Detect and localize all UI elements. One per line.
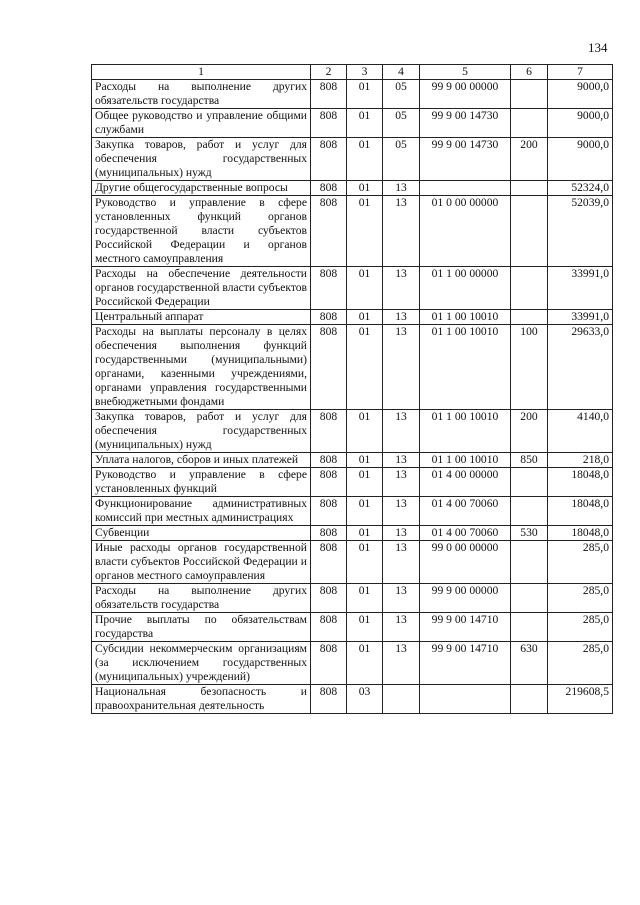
expense-type-cell — [511, 584, 548, 613]
subsection-cell: 13 — [383, 325, 420, 410]
table-row — [92, 526, 613, 541]
row-name-cell: Общее руководство и управление общими службами — [92, 109, 311, 138]
subsection-cell: 05 — [383, 138, 420, 181]
admin-code-cell: 808 — [311, 541, 347, 584]
section-cell: 01 — [347, 642, 383, 685]
table-row — [92, 541, 613, 584]
expense-type-cell: 100 — [511, 325, 548, 410]
subsection-cell: 13 — [383, 642, 420, 685]
section-cell: 01 — [347, 310, 383, 325]
column-header: 7 — [548, 65, 613, 80]
amount-cell: 219608,5 — [548, 685, 613, 714]
subsection-cell: 13 — [383, 584, 420, 613]
target-article-cell: 01 1 00 10010 — [420, 310, 511, 325]
section-cell: 01 — [347, 267, 383, 310]
subsection-cell: 13 — [383, 267, 420, 310]
page-number: 134 — [588, 40, 608, 55]
amount-cell: 9000,0 — [548, 109, 613, 138]
target-article-cell — [420, 181, 511, 196]
table-row — [92, 109, 613, 138]
admin-code-cell: 808 — [311, 109, 347, 138]
expense-type-cell: 630 — [511, 642, 548, 685]
amount-cell: 18048,0 — [548, 497, 613, 526]
expense-type-cell — [511, 613, 548, 642]
table-row — [92, 453, 613, 468]
target-article-cell: 01 1 00 10010 — [420, 410, 511, 453]
section-cell: 01 — [347, 196, 383, 267]
amount-cell: 9000,0 — [548, 80, 613, 109]
target-article-cell: 01 0 00 00000 — [420, 196, 511, 267]
target-article-cell: 99 0 00 00000 — [420, 541, 511, 584]
section-cell: 01 — [347, 584, 383, 613]
subsection-cell: 05 — [383, 109, 420, 138]
budget-table — [91, 64, 613, 714]
subsection-cell: 13 — [383, 453, 420, 468]
amount-cell: 29633,0 — [548, 325, 613, 410]
table-row — [92, 642, 613, 685]
subsection-cell: 13 — [383, 310, 420, 325]
target-article-cell: 99 9 00 14710 — [420, 613, 511, 642]
amount-cell: 52324,0 — [548, 181, 613, 196]
target-article-cell: 01 1 00 00000 — [420, 267, 511, 310]
row-name-cell: Субвенции — [92, 526, 311, 541]
subsection-cell: 13 — [383, 181, 420, 196]
section-cell: 01 — [347, 109, 383, 138]
table-row — [92, 196, 613, 267]
amount-cell: 285,0 — [548, 613, 613, 642]
amount-cell: 9000,0 — [548, 138, 613, 181]
table-row — [92, 685, 613, 714]
target-article-cell: 01 1 00 10010 — [420, 325, 511, 410]
subsection-cell: 13 — [383, 196, 420, 267]
row-name-cell: Центральный аппарат — [92, 310, 311, 325]
expense-type-cell: 530 — [511, 526, 548, 541]
table-row — [92, 497, 613, 526]
column-header: 1 — [92, 65, 311, 80]
section-cell: 01 — [347, 80, 383, 109]
target-article-cell — [420, 685, 511, 714]
section-cell: 01 — [347, 613, 383, 642]
admin-code-cell: 808 — [311, 267, 347, 310]
amount-cell: 33991,0 — [548, 310, 613, 325]
target-article-cell: 99 9 00 14730 — [420, 138, 511, 181]
table-body — [92, 80, 613, 714]
section-cell: 01 — [347, 468, 383, 497]
expense-type-cell — [511, 310, 548, 325]
section-cell: 01 — [347, 138, 383, 181]
section-cell: 01 — [347, 410, 383, 453]
admin-code-cell: 808 — [311, 453, 347, 468]
table-row — [92, 325, 613, 410]
section-cell: 01 — [347, 325, 383, 410]
row-name-cell: Национальная безопасность и правоохранительная деятельность — [92, 685, 311, 714]
subsection-cell: 13 — [383, 613, 420, 642]
section-cell: 01 — [347, 181, 383, 196]
section-cell: 01 — [347, 541, 383, 584]
row-name-cell: Руководство и управление в сфере установленных функций — [92, 468, 311, 497]
expense-type-cell — [511, 196, 548, 267]
target-article-cell: 01 4 00 00000 — [420, 468, 511, 497]
admin-code-cell: 808 — [311, 310, 347, 325]
admin-code-cell: 808 — [311, 497, 347, 526]
target-article-cell: 99 9 00 14710 — [420, 642, 511, 685]
expense-type-cell — [511, 541, 548, 584]
table-row — [92, 267, 613, 310]
row-name-cell: Расходы на выполнение других обязательств государства — [92, 80, 311, 109]
admin-code-cell: 808 — [311, 584, 347, 613]
subsection-cell: 13 — [383, 410, 420, 453]
table-row — [92, 138, 613, 181]
admin-code-cell: 808 — [311, 196, 347, 267]
admin-code-cell: 808 — [311, 138, 347, 181]
row-name-cell: Уплата налогов, сборов и иных платежей — [92, 453, 311, 468]
admin-code-cell: 808 — [311, 526, 347, 541]
target-article-cell: 99 9 00 00000 — [420, 584, 511, 613]
row-name-cell: Субсидии некоммерческим организациям (за исключением государственных (муниципальных) учреждений) — [92, 642, 311, 685]
row-name-cell: Другие общегосударственные вопросы — [92, 181, 311, 196]
amount-cell: 285,0 — [548, 541, 613, 584]
row-name-cell: Прочие выплаты по обязательствам государства — [92, 613, 311, 642]
target-article-cell: 99 9 00 14730 — [420, 109, 511, 138]
expense-type-cell: 200 — [511, 138, 548, 181]
admin-code-cell: 808 — [311, 80, 347, 109]
column-header: 6 — [511, 65, 548, 80]
row-name-cell: Иные расходы органов государственной власти субъектов Российской Федерации и органов местного самоуправления — [92, 541, 311, 584]
subsection-cell: 13 — [383, 526, 420, 541]
row-name-cell: Закупка товаров, работ и услуг для обеспечения государственных (муниципальных) нужд — [92, 410, 311, 453]
section-cell: 03 — [347, 685, 383, 714]
expense-type-cell — [511, 80, 548, 109]
section-cell: 01 — [347, 526, 383, 541]
amount-cell: 285,0 — [548, 584, 613, 613]
expense-type-cell: 200 — [511, 410, 548, 453]
header-row — [92, 65, 613, 80]
admin-code-cell: 808 — [311, 181, 347, 196]
admin-code-cell: 808 — [311, 685, 347, 714]
subsection-cell: 13 — [383, 468, 420, 497]
expense-type-cell — [511, 685, 548, 714]
subsection-cell — [383, 685, 420, 714]
section-cell: 01 — [347, 497, 383, 526]
row-name-cell: Закупка товаров, работ и услуг для обеспечения государственных (муниципальных) нужд — [92, 138, 311, 181]
expense-type-cell — [511, 267, 548, 310]
admin-code-cell: 808 — [311, 613, 347, 642]
expense-type-cell — [511, 497, 548, 526]
row-name-cell: Расходы на обеспечение деятельности органов государственной власти субъектов Российской Федерации — [92, 267, 311, 310]
subsection-cell: 13 — [383, 497, 420, 526]
amount-cell: 33991,0 — [548, 267, 613, 310]
table-row — [92, 80, 613, 109]
section-cell: 01 — [347, 453, 383, 468]
target-article-cell: 01 4 00 70060 — [420, 526, 511, 541]
admin-code-cell: 808 — [311, 642, 347, 685]
column-header: 3 — [347, 65, 383, 80]
amount-cell: 52039,0 — [548, 196, 613, 267]
table-row — [92, 613, 613, 642]
amount-cell: 18048,0 — [548, 468, 613, 497]
admin-code-cell: 808 — [311, 325, 347, 410]
expense-type-cell — [511, 109, 548, 138]
column-header: 2 — [311, 65, 347, 80]
expense-type-cell: 850 — [511, 453, 548, 468]
column-header: 4 — [383, 65, 420, 80]
table-row — [92, 310, 613, 325]
amount-cell: 285,0 — [548, 642, 613, 685]
target-article-cell: 01 4 00 70060 — [420, 497, 511, 526]
row-name-cell: Расходы на выполнение других обязательств государства — [92, 584, 311, 613]
amount-cell: 4140,0 — [548, 410, 613, 453]
table-row — [92, 468, 613, 497]
table-row — [92, 410, 613, 453]
expense-type-cell — [511, 468, 548, 497]
column-header: 5 — [420, 65, 511, 80]
admin-code-cell: 808 — [311, 410, 347, 453]
target-article-cell: 01 1 00 10010 — [420, 453, 511, 468]
row-name-cell: Функционирование административных комиссий при местных администрациях — [92, 497, 311, 526]
subsection-cell: 05 — [383, 80, 420, 109]
table-row — [92, 181, 613, 196]
subsection-cell: 13 — [383, 541, 420, 584]
amount-cell: 218,0 — [548, 453, 613, 468]
admin-code-cell: 808 — [311, 468, 347, 497]
amount-cell: 18048,0 — [548, 526, 613, 541]
row-name-cell: Руководство и управление в сфере установленных функций органов государственной власти субъектов Российской Федерации и органов местного самоуправления — [92, 196, 311, 267]
table-row — [92, 584, 613, 613]
row-name-cell: Расходы на выплаты персоналу в целях обеспечения выполнения функций государственными (муниципальными) органами, казенными учреждениями, органами управления государственными внебюджетными фондами — [92, 325, 311, 410]
target-article-cell: 99 9 00 00000 — [420, 80, 511, 109]
expense-type-cell — [511, 181, 548, 196]
